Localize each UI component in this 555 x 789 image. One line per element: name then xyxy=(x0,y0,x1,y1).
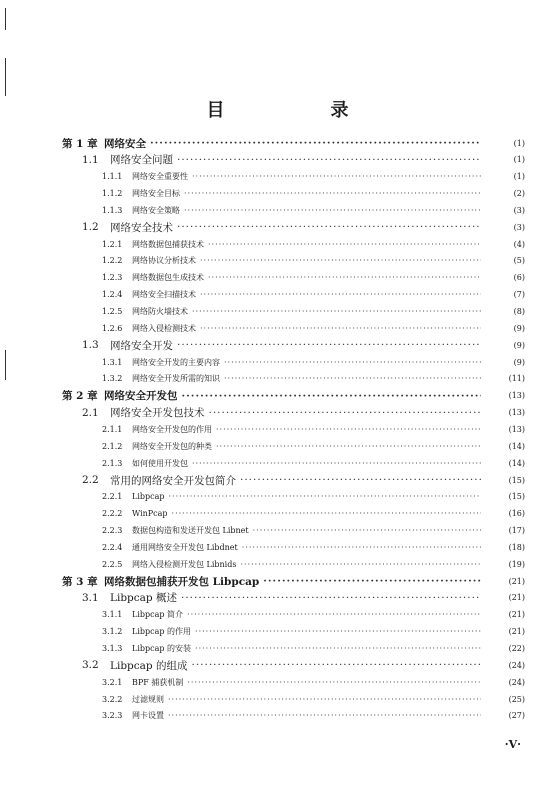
dot-leader xyxy=(253,526,481,535)
toc-subsection-entry[interactable] xyxy=(0,354,555,370)
toc-entry-number: 2.2.3 xyxy=(102,526,123,536)
toc-entry-number: 1.3.1 xyxy=(102,357,123,367)
dot-leader xyxy=(224,358,481,367)
toc-entry-number: 1.2.2 xyxy=(102,256,123,266)
toc-subsection-entry[interactable] xyxy=(0,556,555,572)
toc-entry-title: 网络安全技术 xyxy=(110,221,173,234)
toc-entry-page: (15) xyxy=(508,492,525,502)
toc-section-entry[interactable] xyxy=(0,472,555,488)
toc-entry-title: Libpcap 的作用 xyxy=(132,627,192,637)
toc-entry-page: (9) xyxy=(513,357,525,367)
dot-leader xyxy=(208,240,481,249)
toc-entry-page: (22) xyxy=(508,644,525,653)
toc-entry-number: 2.1 xyxy=(82,406,99,419)
page-title: 目 录 xyxy=(206,100,393,121)
toc-entry-page: (24) xyxy=(508,660,525,670)
toc-entry-page: (18) xyxy=(508,542,525,552)
toc-entry-page: (13) xyxy=(508,424,525,434)
toc-entry-title: 如何使用开发包 xyxy=(132,458,188,468)
toc-entry-title: 网络安全开发包 xyxy=(104,390,178,403)
dot-leader xyxy=(195,627,481,636)
toc-entry-page: (9) xyxy=(513,340,525,350)
toc-entry-title: 网络入侵检测开发包 Libnids xyxy=(132,559,237,569)
dot-leader xyxy=(184,206,481,215)
toc-entry-number: 1.2.4 xyxy=(102,290,123,300)
toc-entry-page: (21) xyxy=(508,593,525,603)
toc-subsection-entry[interactable] xyxy=(0,641,555,657)
toc-entry-title: 网络安全开发包的种类 xyxy=(132,441,212,451)
toc-entry-page: (13) xyxy=(508,408,525,418)
toc-entry-page: (27) xyxy=(508,711,525,721)
toc-entry-title: BPF 捕获机制 xyxy=(132,677,184,687)
toc-entry-page: (1) xyxy=(513,172,525,182)
toc-entry-page: (3) xyxy=(513,222,525,232)
toc-entry-title: 数据包构造和发送开发包 Libnet xyxy=(132,526,249,536)
toc-subsection-entry[interactable] xyxy=(0,506,555,522)
dot-leader xyxy=(242,543,481,552)
dot-leader xyxy=(195,644,481,653)
toc-entry-number: 2.2 xyxy=(82,474,99,486)
toc-entry-number: 3.1.1 xyxy=(102,610,123,620)
toc-entry-number: 2.2.2 xyxy=(102,509,123,519)
dot-leader xyxy=(209,407,482,419)
toc-entry-title: 网络安全扫描技术 xyxy=(132,290,196,300)
dot-leader xyxy=(200,290,481,299)
toc-subsection-entry[interactable] xyxy=(0,489,555,505)
toc-entry-title: 网络数据包生成技术 xyxy=(132,273,204,283)
toc-subsection-entry[interactable] xyxy=(0,624,555,640)
toc-entry-page: (15) xyxy=(508,475,525,485)
dot-leader xyxy=(182,390,482,402)
toc-entry-page: (3) xyxy=(513,205,525,215)
toc-entry-number: 1.2.6 xyxy=(102,323,123,333)
dot-leader xyxy=(184,189,481,198)
toc-entry-number: 1.2.5 xyxy=(102,307,123,316)
toc-subsection-entry[interactable] xyxy=(0,607,555,623)
toc-entry-title: 网络入侵检测技术 xyxy=(132,323,196,333)
dot-leader xyxy=(192,307,481,316)
dot-leader xyxy=(177,339,481,351)
toc-section-entry[interactable] xyxy=(0,657,555,673)
toc-subsection-entry[interactable] xyxy=(0,236,555,252)
toc-entry-title: Libpcap 的安装 xyxy=(132,644,192,653)
toc-entry-page: (25) xyxy=(508,694,525,704)
page-edge-mark xyxy=(5,8,6,30)
toc-section-entry[interactable] xyxy=(0,152,555,168)
toc-entry-page: (11) xyxy=(508,374,525,384)
dot-leader xyxy=(191,659,481,671)
toc-entry-page: (17) xyxy=(508,526,525,536)
toc-entry-number: 1.3 xyxy=(82,339,99,352)
dot-leader xyxy=(187,610,481,619)
toc-entry-title: 网络安全策略 xyxy=(132,205,180,215)
dot-leader xyxy=(192,172,481,181)
dot-leader xyxy=(216,425,481,434)
toc-entry-page: (16) xyxy=(508,509,525,519)
toc-entry-title: 网络安全开发的主要内容 xyxy=(132,357,220,367)
toc-subsection-entry[interactable] xyxy=(0,674,555,690)
toc-entry-number: 1.1.3 xyxy=(102,205,123,215)
toc-chapter-entry[interactable] xyxy=(0,573,555,589)
toc-subsection-entry[interactable] xyxy=(0,304,555,320)
dot-leader xyxy=(216,442,481,451)
toc-section-entry[interactable] xyxy=(0,337,555,353)
toc-entry-title: 网络安全开发所需的知识 xyxy=(132,374,220,384)
toc-subsection-entry[interactable] xyxy=(0,539,555,555)
toc-chapter-entry[interactable] xyxy=(0,135,555,151)
toc-entry-title: 网络安全开发包的作用 xyxy=(132,424,212,434)
toc-entry-title: Libpcap 的组成 xyxy=(110,659,188,672)
toc-subsection-entry[interactable] xyxy=(0,438,555,454)
toc-entry-title: 网络安全开发 xyxy=(110,339,173,352)
toc-entry-page: (2) xyxy=(513,189,525,199)
toc-entry-title: 过滤规则 xyxy=(132,694,164,704)
toc-entry-page: (21) xyxy=(508,576,525,586)
toc-subsection-entry[interactable] xyxy=(0,421,555,437)
toc-subsection-entry[interactable] xyxy=(0,320,555,336)
toc-subsection-entry[interactable] xyxy=(0,186,555,202)
toc-subsection-entry[interactable] xyxy=(0,523,555,539)
toc-entry-number: 2.2.4 xyxy=(102,542,123,552)
toc-entry-number: 2.1.3 xyxy=(102,458,123,468)
toc-entry-page: (24) xyxy=(508,677,525,687)
dot-leader xyxy=(181,592,481,604)
toc-section-entry[interactable] xyxy=(0,219,555,235)
toc-entry-number: 3.1.2 xyxy=(102,627,123,637)
toc-entry-title: 网卡设置 xyxy=(132,711,164,721)
toc-subsection-entry[interactable] xyxy=(0,253,555,269)
toc-entry-number: 第 3 章 xyxy=(62,575,98,588)
toc-entry-number: 1.2.3 xyxy=(102,273,123,283)
toc-entry-number: 3.2.1 xyxy=(102,677,123,687)
toc-entry-page: (21) xyxy=(508,610,525,620)
toc-entry-title: 通用网络安全开发包 Libdnet xyxy=(132,542,238,552)
toc-entry-page: (1) xyxy=(513,138,525,148)
toc-entry-page: (1) xyxy=(513,155,525,165)
dot-leader xyxy=(224,374,481,383)
dot-leader xyxy=(200,256,481,265)
dot-leader xyxy=(200,324,481,333)
toc-entry-number: 3.1.3 xyxy=(102,644,123,653)
toc-entry-number: 第 2 章 xyxy=(62,390,98,403)
toc-entry-number: 2.2.1 xyxy=(102,492,123,502)
toc-entry-number: 3.1 xyxy=(82,591,99,604)
dot-leader xyxy=(168,711,481,720)
dot-leader xyxy=(263,575,481,587)
toc-entry-page: (6) xyxy=(513,273,525,283)
toc-entry-title: 网络安全问题 xyxy=(110,154,173,167)
toc-entry-number: 第 1 章 xyxy=(62,137,98,150)
dot-leader xyxy=(192,459,481,468)
toc-entry-title: Libpcap 简介 xyxy=(132,610,184,620)
dot-leader xyxy=(177,221,481,233)
toc-section-entry[interactable] xyxy=(0,590,555,606)
toc-subsection-entry[interactable] xyxy=(0,287,555,303)
toc-entry-title: 网络安全开发包技术 xyxy=(110,407,205,420)
page-edge-mark xyxy=(5,58,6,96)
toc-entry-page: (9) xyxy=(513,323,525,333)
toc-section-entry[interactable] xyxy=(0,405,555,421)
toc-entry-title: 网络安全重要性 xyxy=(132,172,188,182)
dot-leader xyxy=(240,560,481,569)
dot-leader xyxy=(172,509,481,518)
toc-entry-number: 3.2.3 xyxy=(102,711,123,721)
toc-entry-page: (19) xyxy=(508,559,525,569)
dot-leader xyxy=(187,678,481,687)
toc-entry-title: 网络安全目标 xyxy=(132,189,180,199)
toc-entry-title: 网络数据包捕获技术 xyxy=(132,239,204,249)
toc-entry-number: 1.1.1 xyxy=(102,172,123,182)
toc-subsection-entry[interactable] xyxy=(0,270,555,286)
toc-entry-title: 网络防火墙技术 xyxy=(132,307,188,316)
dot-leader xyxy=(150,137,481,149)
toc-entry-title: 网络数据包捕获开发包 Libpcap xyxy=(104,575,260,588)
toc-entry-title: Libpcap xyxy=(132,492,165,502)
dot-leader xyxy=(177,154,481,166)
toc-entry-number: 1.1.2 xyxy=(102,189,123,199)
toc-entry-number: 2.1.1 xyxy=(102,424,123,434)
page-number: ·V· xyxy=(504,738,521,751)
toc-entry-number: 1.2.1 xyxy=(102,239,123,249)
toc-subsection-entry[interactable] xyxy=(0,202,555,218)
toc-chapter-entry[interactable] xyxy=(0,388,555,404)
toc-entry-title: 网络安全 xyxy=(104,137,146,150)
toc-entry-page: (21) xyxy=(508,627,525,637)
toc-entry-page: (4) xyxy=(513,239,525,249)
dot-leader xyxy=(240,474,481,486)
toc-entry-title: 常用的网络安全开发包简介 xyxy=(110,474,236,487)
toc-entry-number: 1.1 xyxy=(82,153,99,166)
toc-entry-page: (13) xyxy=(508,391,525,401)
toc-subsection-entry[interactable] xyxy=(0,455,555,471)
toc-entry-number: 1.2 xyxy=(82,221,99,234)
toc-subsection-entry[interactable] xyxy=(0,708,555,724)
toc-entry-page: (14) xyxy=(508,458,525,468)
toc-entry-number: 2.2.5 xyxy=(102,559,123,569)
toc-entry-number: 3.2.2 xyxy=(102,694,123,704)
toc-entry-page: (5) xyxy=(513,256,525,266)
toc-entry-number: 3.2 xyxy=(82,659,99,672)
dot-leader xyxy=(208,273,481,282)
toc-entry-number: 2.1.2 xyxy=(102,441,123,451)
toc-subsection-entry[interactable] xyxy=(0,691,555,707)
toc-entry-page: (7) xyxy=(513,290,525,300)
toc-subsection-entry[interactable] xyxy=(0,169,555,185)
toc-entry-title: 网络协议分析技术 xyxy=(132,256,196,266)
dot-leader xyxy=(168,695,481,704)
toc-entry-title: WinPcap xyxy=(132,509,168,519)
toc-entry-page: (14) xyxy=(508,441,525,451)
toc-entry-title: Libpcap 概述 xyxy=(110,592,177,605)
toc-entry-page: (8) xyxy=(513,307,525,316)
toc-subsection-entry[interactable] xyxy=(0,371,555,387)
dot-leader xyxy=(168,492,481,501)
toc-entry-number: 1.3.2 xyxy=(102,374,123,384)
